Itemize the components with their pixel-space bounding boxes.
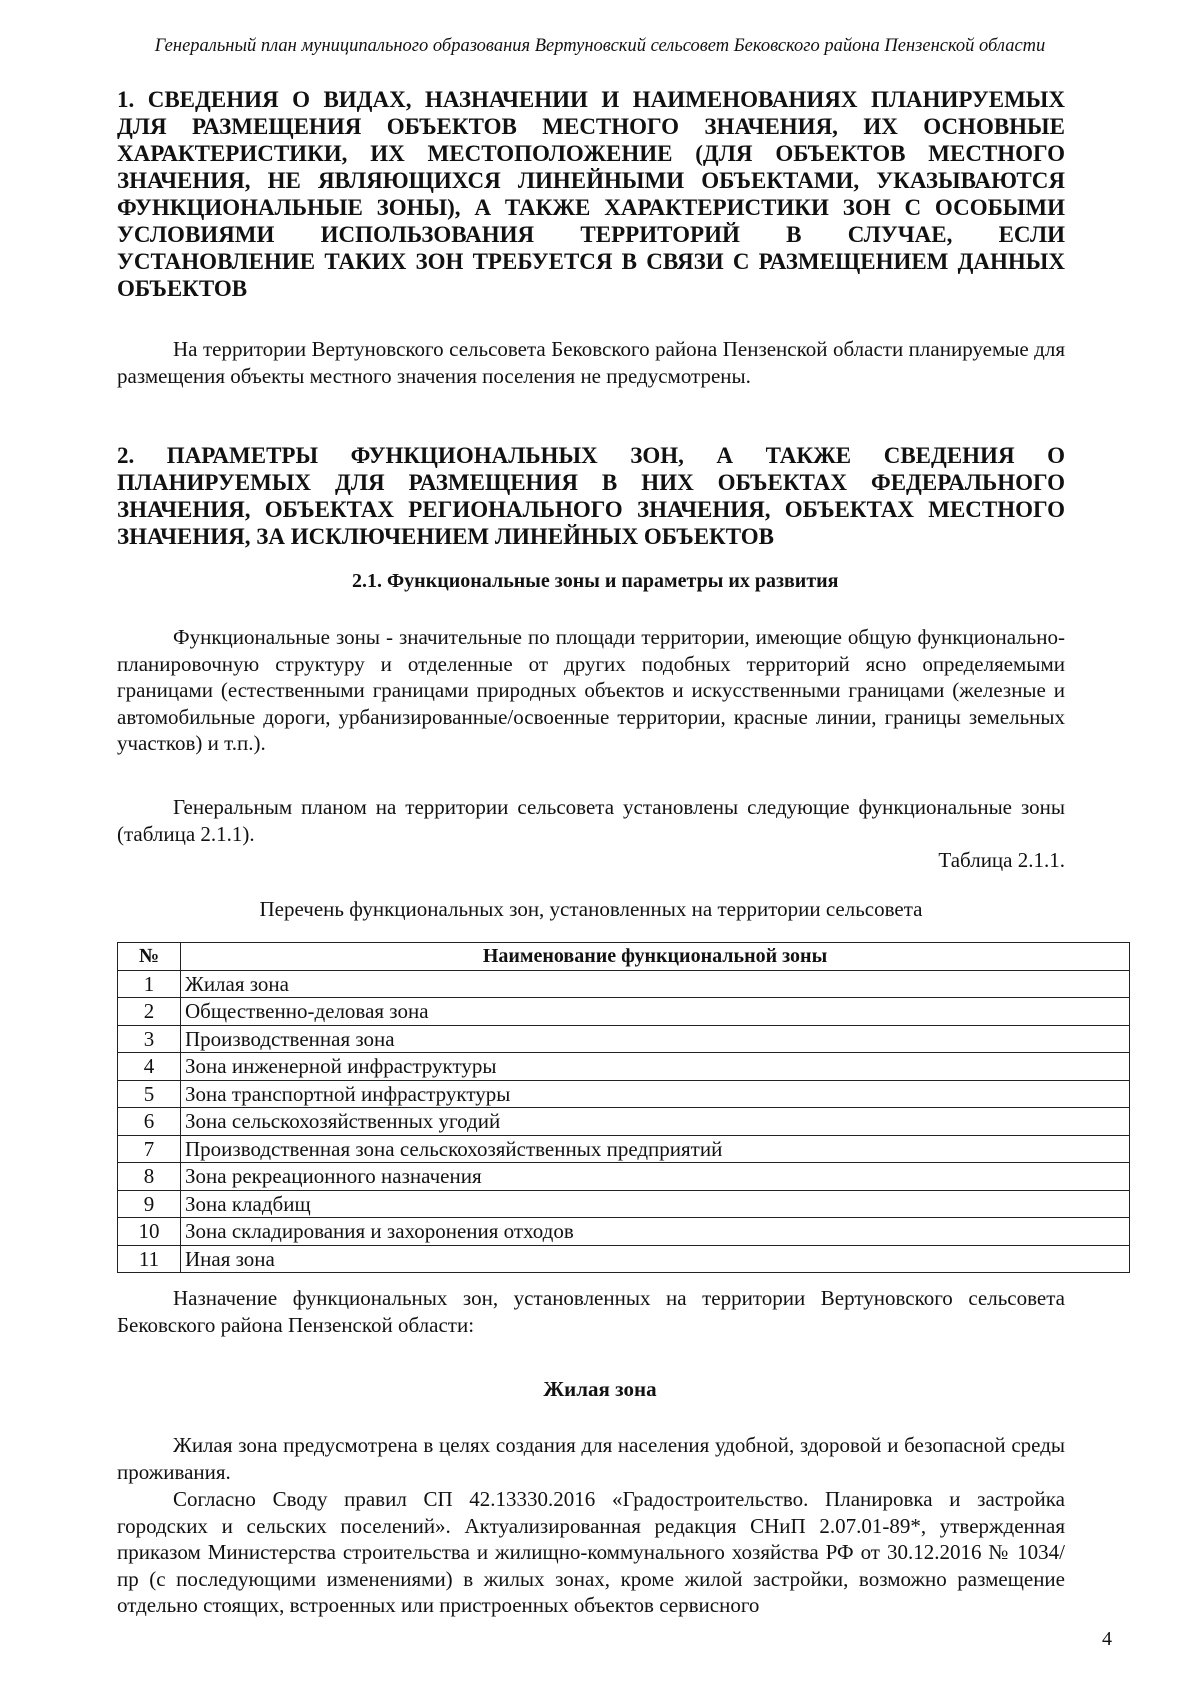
table-row xyxy=(118,1218,1130,1246)
table-row xyxy=(118,970,1130,998)
zone-name: Жилая зона xyxy=(181,970,1130,998)
table-row xyxy=(118,1245,1130,1273)
table-title: Перечень функциональных зон, установленных на территории сельсовета xyxy=(259,897,923,921)
row-number: 7 xyxy=(118,1135,181,1163)
table-row xyxy=(118,1025,1130,1053)
row-number: 11 xyxy=(118,1245,181,1273)
row-number: 4 xyxy=(118,1053,181,1081)
zone-name: Зона инженерной инфраструктуры xyxy=(181,1053,1130,1081)
residential-zone-paragraph-2: Согласно Своду правил СП 42.13330.2016 «Градостроительство. Планировка и застройка городских и сельских поселений». Актуализированная редакция СНиП 2.07.01-89*, утвержденная приказом Министерства строительства и жилищно-коммунального хозяйства РФ от 30.12.2016 № 1034/пр (с последующими изменениями) в жилых зонах, кроме жилой застройки, возможно размещение отдельно стоящих, встроенных или пристроенных объектов сервисного xyxy=(117,1487,1065,1617)
row-number: 1 xyxy=(118,970,181,998)
row-number: 3 xyxy=(118,1025,181,1053)
section-1-heading: 1. СВЕДЕНИЯ О ВИДАХ, НАЗНАЧЕНИИ И НАИМЕНОВАНИЯХ ПЛАНИРУЕМЫХ ДЛЯ РАЗМЕЩЕНИЯ ОБЪЕКТОВ МЕСТНОГО ЗНАЧЕНИЯ, ИХ ОСНОВНЫЕ ХАРАКТЕРИСТИКИ, ИХ МЕСТОПОЛОЖЕНИЕ (ДЛЯ ОБЪЕКТОВ МЕСТНОГО ЗНАЧЕНИЯ, НЕ ЯВЛЯЮЩИХСЯ ЛИНЕЙНЫМИ ОБЪЕКТАМИ, УКАЗЫВАЮТСЯ ФУНКЦИОНАЛЬНЫЕ ЗОНЫ), А ТАКЖЕ ХАРАКТЕРИСТИКИ ЗОН С ОСОБЫМИ УСЛОВИЯМИ ИСПОЛЬЗОВАНИЯ ТЕРРИТОРИЙ В СЛУЧАЕ, ЕСЛИ УСТАНОВЛЕНИЕ ТАКИХ ЗОН ТРЕБУЕТСЯ В СВЯЗИ С РАЗМЕЩЕНИЕМ ДАННЫХ ОБЪЕКТОВ xyxy=(117,87,1065,301)
subsection-2-1-heading: 2.1. Функциональные зоны и параметры их развития xyxy=(352,570,839,592)
zones-purpose-paragraph: Назначение функциональных зон, установленных на территории Вертуновского сельсовета Бековского района Пензенской области: xyxy=(117,1286,1065,1337)
table-row xyxy=(118,1190,1130,1218)
residential-zone-paragraph-1: Жилая зона предусмотрена в целях создания для населения удобной, здоровой и безопасной среды проживания. xyxy=(117,1433,1065,1484)
column-header-zone-name: Наименование функциональной зоны xyxy=(181,943,1130,971)
row-number: 5 xyxy=(118,1080,181,1108)
table-row xyxy=(118,1135,1130,1163)
zone-name: Производственная зона xyxy=(181,1025,1130,1053)
row-number: 9 xyxy=(118,1190,181,1218)
functional-zones-table xyxy=(117,942,1130,1273)
table-row xyxy=(118,998,1130,1026)
functional-zones-definition: Функциональные зоны - значительные по площади территории, имеющие общую функционально-планировочную структуру и отделенные от других подобных территорий ясно определяемыми границами (естественными границами природных объектов и искусственными границами (железные и автомобильные дороги, урбанизированные/освоенные территории, красные линии, границы земельных участков) и т.п.). xyxy=(117,625,1065,755)
row-number: 6 xyxy=(118,1108,181,1136)
table-row xyxy=(118,1163,1130,1191)
table-header-row xyxy=(118,943,1130,971)
table-caption: Таблица 2.1.1. xyxy=(938,848,1065,872)
running-header: Генеральный план муниципального образования Вертуновский сельсовет Бековского района Пензенской области xyxy=(154,36,1046,56)
section-2-heading: 2. ПАРАМЕТРЫ ФУНКЦИОНАЛЬНЫХ ЗОН, А ТАКЖЕ СВЕДЕНИЯ О ПЛАНИРУЕМЫХ ДЛЯ РАЗМЕЩЕНИЯ В НИХ ОБЪЕКТАХ ФЕДЕРАЛЬНОГО ЗНАЧЕНИЯ, ОБЪЕКТАХ РЕГИОНАЛЬНОГО ЗНАЧЕНИЯ, ОБЪЕКТАХ МЕСТНОГО ЗНАЧЕНИЯ, ЗА ИСКЛЮЧЕНИЕМ ЛИНЕЙНЫХ ОБЪЕКТОВ xyxy=(117,443,1065,549)
general-plan-paragraph: Генеральным планом на территории сельсовета установлены следующие функциональные зоны (таблица 2.1.1). xyxy=(117,795,1065,846)
column-header-number: № xyxy=(118,943,181,971)
row-number: 2 xyxy=(118,998,181,1026)
zone-name: Иная зона xyxy=(181,1245,1130,1273)
table-row xyxy=(118,1108,1130,1136)
page-number: 4 xyxy=(1102,1628,1112,1650)
table-row xyxy=(118,1080,1130,1108)
zone-name: Зона сельскохозяйственных угодий xyxy=(181,1108,1130,1136)
zone-name: Общественно-деловая зона xyxy=(181,998,1130,1026)
zone-name: Зона складирования и захоронения отходов xyxy=(181,1218,1130,1246)
section-1-paragraph: На территории Вертуновского сельсовета Бековского района Пензенской области планируемые для размещения объекты местного значения поселения не предусмотрены. xyxy=(117,337,1065,388)
zone-name: Зона транспортной инфраструктуры xyxy=(181,1080,1130,1108)
residential-zone-heading: Жилая зона xyxy=(543,1377,657,1401)
zone-name: Производственная зона сельскохозяйственных предприятий xyxy=(181,1135,1130,1163)
row-number: 10 xyxy=(118,1218,181,1246)
zone-name: Зона рекреационного назначения xyxy=(181,1163,1130,1191)
zone-name: Зона кладбищ xyxy=(181,1190,1130,1218)
row-number: 8 xyxy=(118,1163,181,1191)
table-row xyxy=(118,1053,1130,1081)
